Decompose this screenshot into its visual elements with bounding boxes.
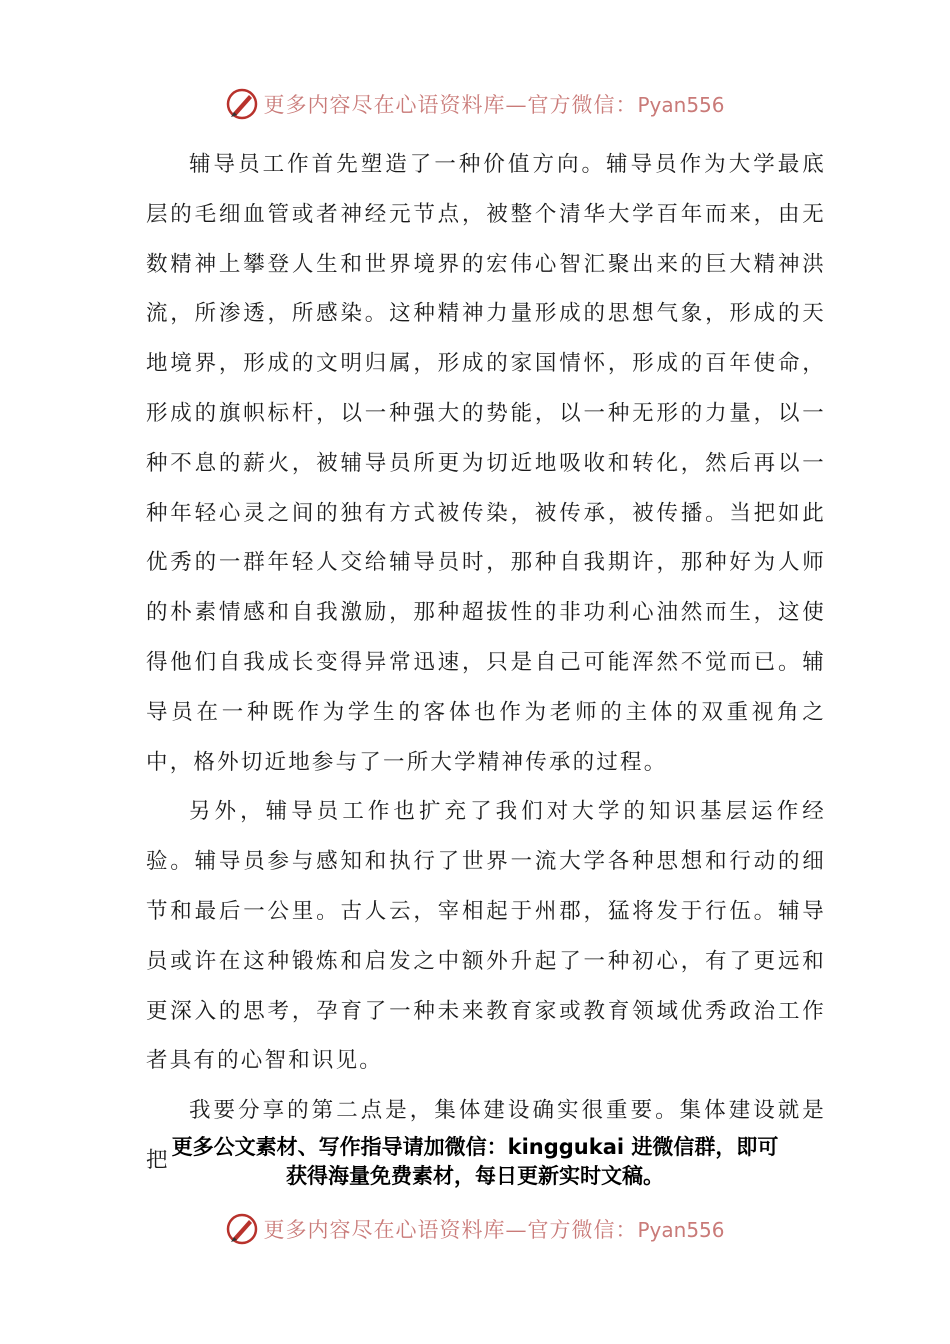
wechat-id: Pyan556	[637, 1218, 725, 1242]
document-body	[146, 140, 826, 1186]
pen-logo-icon	[225, 87, 259, 121]
paragraph: 另外，辅导员工作也扩充了我们对大学的知识基层运作经验。辅导员参与感知和执行了世界一流大学各种思想和行动的细节和最后一公里。古人云，宰相起于州郡，猛将发于行伍。辅导员或许在这种锻炼和启发之中额外升起了一种初心，有了更远和更深入的思考，孕育了一种未来教育家或教育领域优秀政治工作者具有的心智和识见。	[146, 799, 826, 1074]
promo-line: 获得海量免费素材，每日更新实时文稿。	[286, 1164, 664, 1188]
wechat-id: Pyan556	[637, 93, 725, 117]
banner-text: 更多内容尽在心语资料库—官方微信：Pyan556	[263, 93, 725, 117]
footer-banner	[0, 1209, 950, 1249]
header-banner	[0, 84, 950, 124]
paragraph: 辅导员工作首先塑造了一种价值方向。辅导员作为大学最底层的毛细血管或者神经元节点，被整个清华大学百年而来，由无数精神上攀登人生和世界境界的宏伟心智汇聚出来的巨大精神洪流，所渗透，所感染。这种精神力量形成的思想气象，形成的天地境界，形成的文明归属，形成的家国情怀，形成的百年使命，形成的旗帜标杆，以一种强大的势能，以一种无形的力量，以一种不息的薪火，被辅导员所更为切近地吸收和转化，然后再以一种年轻心灵之间的独有方式被传染，被传承，被传播。当把如此优秀的一群年轻人交给辅导员时，那种自我期许，那种好为人师的朴素情感和自我激励，那种超拔性的非功利心油然而生，这使得他们自我成长变得异常迅速，只是自己可能浑然不觉而已。辅导员在一种既作为学生的客体也作为老师的主体的双重视角之中，格外切近地参与了一所大学精神传承的过程。	[146, 152, 826, 775]
pen-logo-icon	[225, 1212, 259, 1246]
paragraph: 我要分享的第二点是，集体建设确实很重要。集体建设就是把	[146, 1098, 826, 1173]
banner-text: 更多内容尽在心语资料库—官方微信：Pyan556	[263, 1218, 725, 1242]
promo-notice	[0, 1133, 950, 1191]
promo-line: 更多公文素材、写作指导请加微信：kinggukai 进微信群，即可	[171, 1135, 779, 1159]
